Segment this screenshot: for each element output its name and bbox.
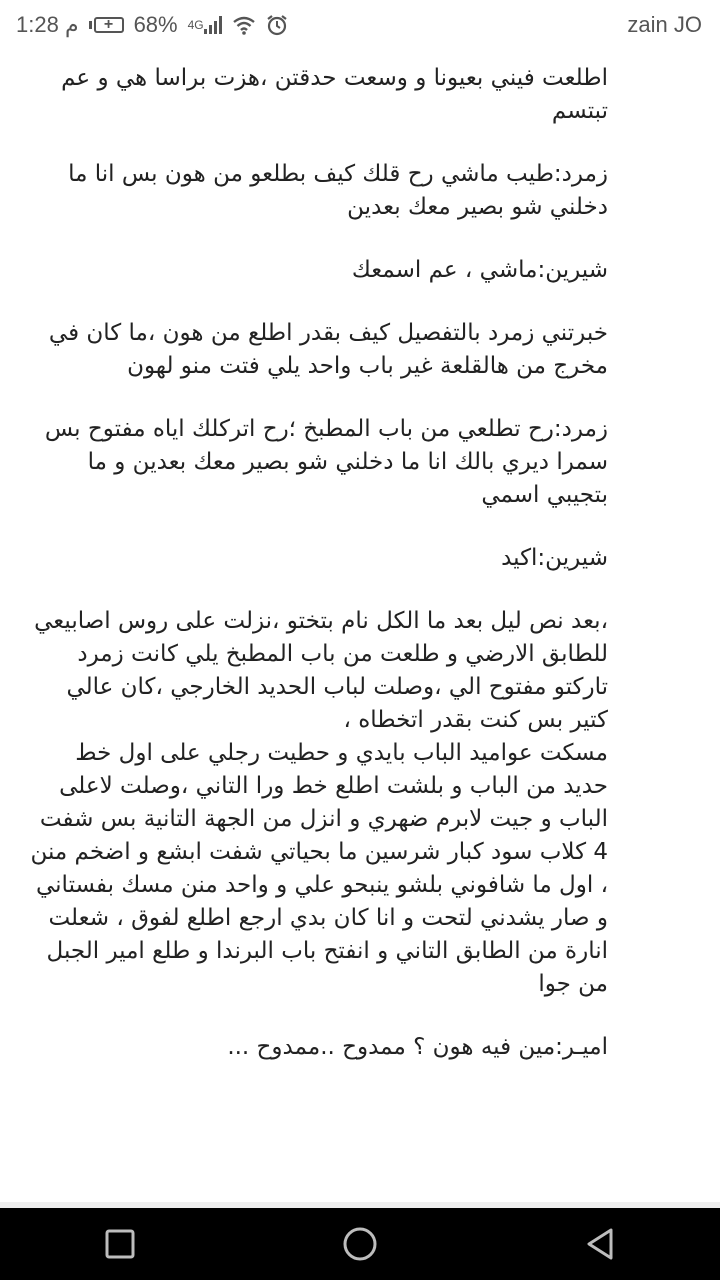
status-left-group (16, 12, 288, 38)
story-paragraph: زمرد:طيب ماشي رح قلك كيف بطلعو من هون بس انا ما دخلني شو بصير معك بعدين (68, 161, 608, 220)
story-paragraph: اطلعت فيني بعيونا و وسعت حدقتن ،هزت براسا هي و عم تبتسم (61, 65, 608, 124)
clock: 1:28 م (16, 12, 79, 37)
home-circle-icon (342, 1226, 378, 1262)
story-paragraph: شيرين:ماشي ، عم اسمعك (351, 257, 608, 283)
recents-square-icon (104, 1228, 136, 1260)
back-triangle-icon (584, 1227, 616, 1261)
carrier-name: zain JO (627, 12, 702, 37)
story-paragraph: اميـر:مين فيه هون ؟ ممدوح ..ممدوح ... (227, 1034, 608, 1060)
alarm-icon (266, 14, 288, 36)
story-paragraph: شيرين:اكيد (501, 545, 608, 571)
system-nav-bar (0, 1208, 720, 1280)
home-button[interactable] (320, 1214, 400, 1274)
network-type (188, 16, 222, 34)
story-paragraph: خبرتني زمرد بالتفصيل كيف بقدر اطلع من هون ،ما كان في مخرج من هالقلعة غير باب واحد يلي فتت منو لهون (48, 320, 608, 379)
battery-percent: 68% (133, 12, 178, 37)
story-paragraph: ،بعد نص ليل بعد ما الكل نام بتختو ،نزلت على روس اصابيعي للطابق الارضي و طلعت من باب المطبخ يلي كانت زمرد تاركتو مفتوح الي ،وصلت لباب الحديد الخارجي ،كان عالي كتير بس كنت بقدر اتخطاه ، مسكت عواميد الباب بايدي و حطيت رجلي على اول خط حديد من الباب و بلشت اطلع خط ورا التاني ،وصلت لاعلى الباب و جيت لابرم ضهري و انزل من الجهة التانية بس شفت 4 كلاب سود كبار شرسين ما بحياتي شفت ابشع و اضخم منن ، اول ما شافوني بلشو ينبحو علي و واحد منن مسك بفستاني و صار يشدني لتحت و انا كان بدي ارجع اطلع لفوق ، شعلت انارة من الطابق التاني و انفتح باب البرندا و طلع امير الجبل من جوا (30, 608, 608, 997)
status-bar (0, 0, 720, 50)
back-button[interactable] (560, 1214, 640, 1274)
battery-icon: + (89, 17, 124, 33)
story-content[interactable] (0, 62, 720, 1202)
story-paragraph: زمرد:رح تطلعي من باب المطبخ ؛رح اتركلك اياه مفتوح بس سمرا ديري بالك انا ما دخلني شو بصير معك بعدين و ما بتجيبي اسمي (44, 416, 608, 508)
signal-icon (204, 16, 222, 34)
network-type-label: 4G (187, 18, 204, 32)
wifi-icon (232, 15, 256, 35)
recents-button[interactable] (80, 1214, 160, 1274)
